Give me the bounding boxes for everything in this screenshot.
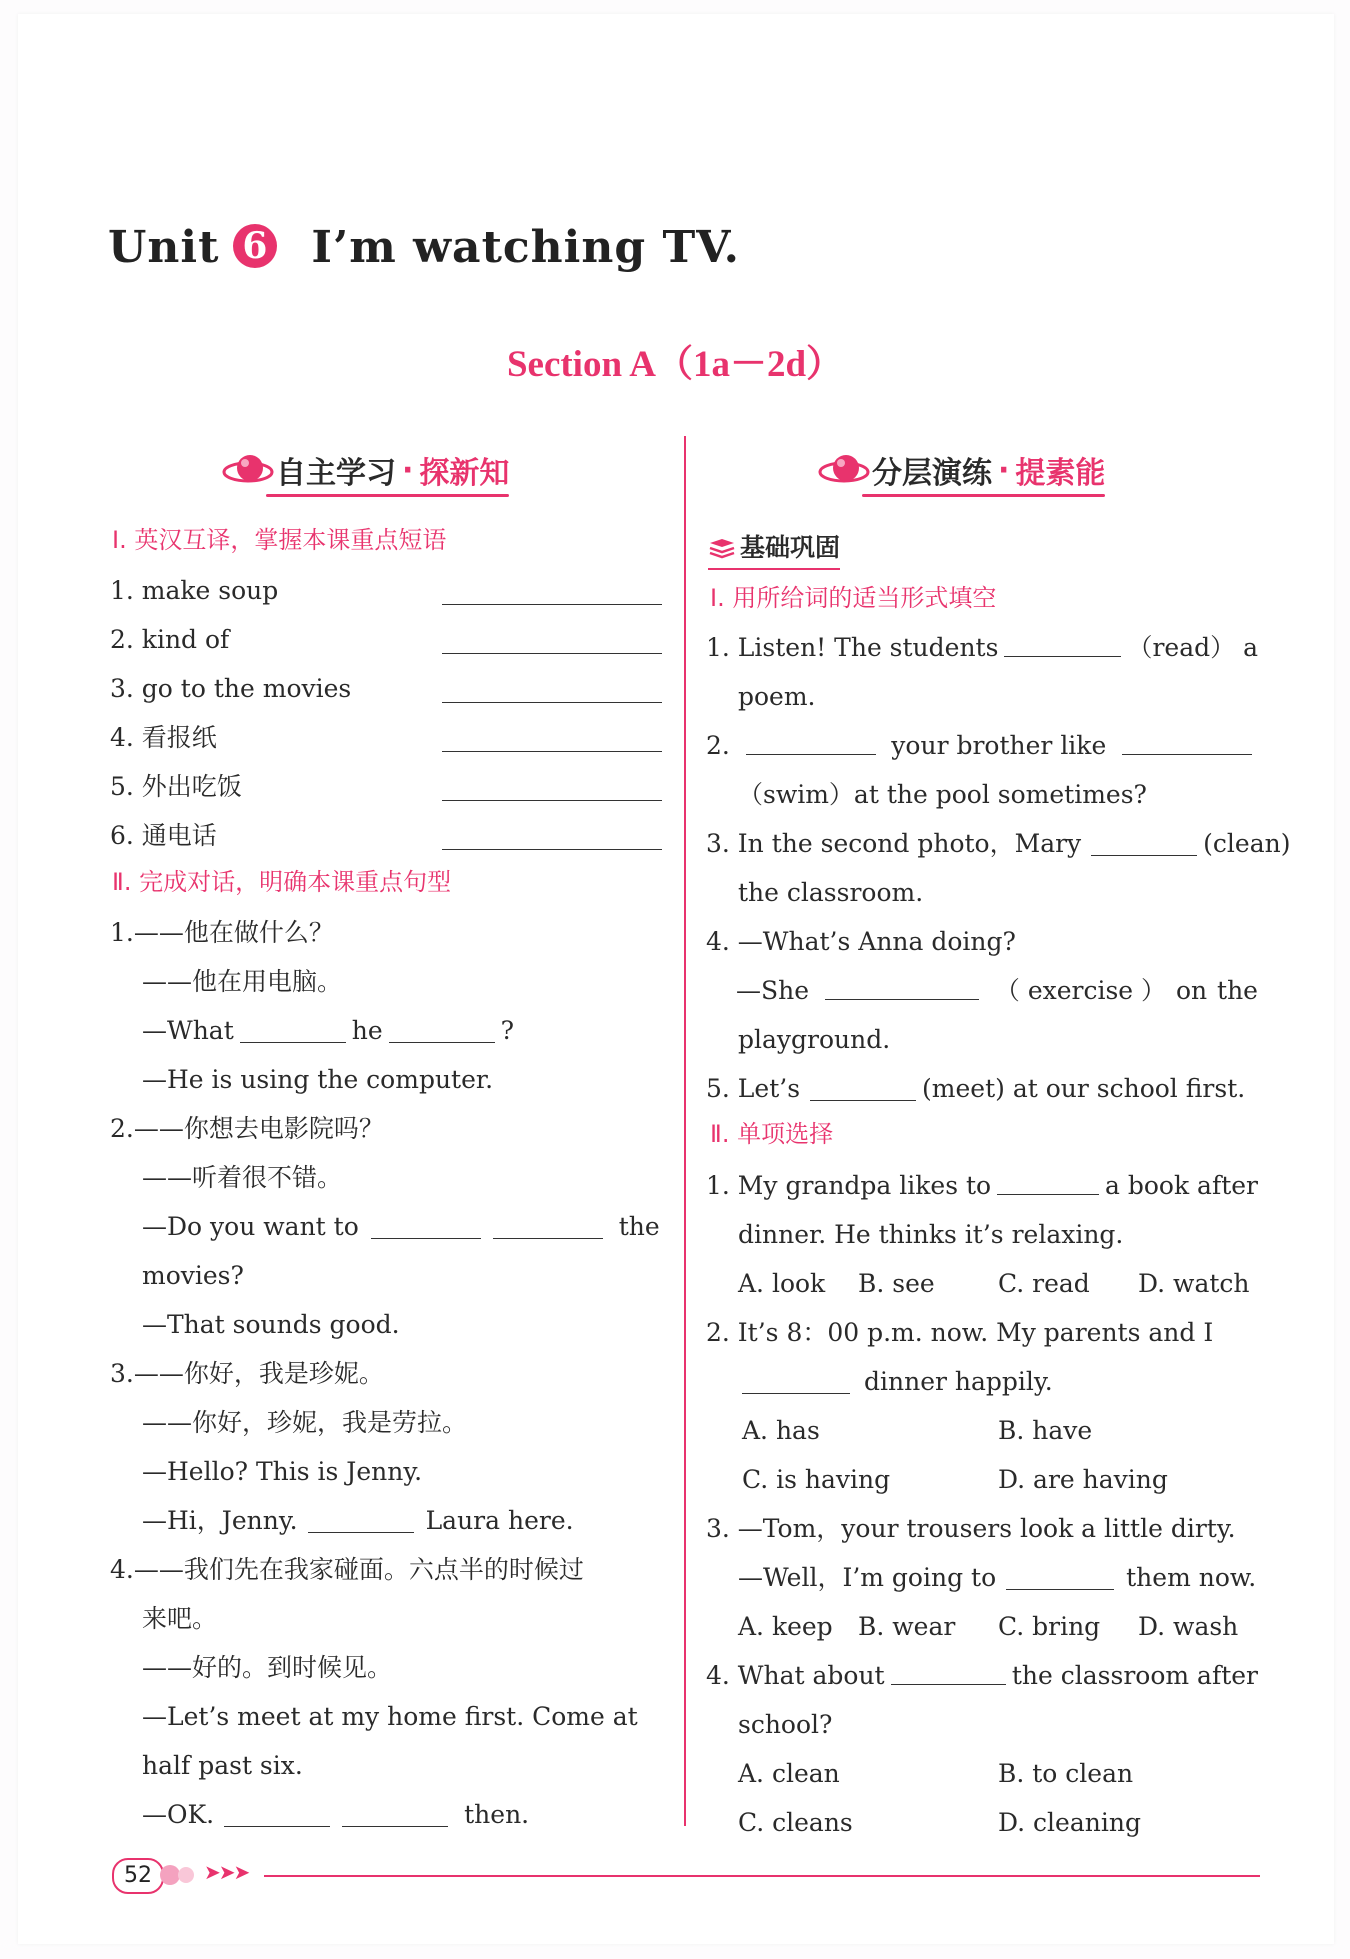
mc-q2-option-b[interactable]: B. have xyxy=(998,1416,1093,1445)
answer-blank[interactable] xyxy=(442,800,662,801)
left-header-dot: · xyxy=(402,452,414,488)
fill-blank[interactable] xyxy=(224,1802,330,1827)
dialog-q4-zh2: ——好的。到时候见。 xyxy=(142,1653,393,1682)
dialog-q2-zh1: 2.——你想去电影院吗？ xyxy=(110,1114,384,1143)
dialog-q3-zh2: ——你好，珍妮，我是劳拉。 xyxy=(142,1408,468,1437)
phrase-item: 3. go to the movies xyxy=(110,674,352,703)
dialog-q1-en2: —He is using the computer. xyxy=(142,1065,494,1094)
mc-q2-cont: dinner happily. xyxy=(738,1366,1053,1398)
fill-q4-cont: playground. xyxy=(738,1025,891,1054)
fill-blank[interactable] xyxy=(342,1802,448,1827)
book-stack-icon xyxy=(708,535,736,559)
fill-q2-cont: （swim）at the pool sometimes? xyxy=(738,780,1147,809)
mc-q3-cont: —Well，I’m going to them now. xyxy=(738,1563,1257,1592)
fill-q5: 5. Let’s (meet) at our school first. xyxy=(706,1074,1246,1103)
fill-blank[interactable] xyxy=(1091,831,1197,856)
phrase-item: 4. 看报纸 xyxy=(110,723,217,752)
fill-blank[interactable] xyxy=(1122,730,1252,755)
mc-q1-cont: dinner. He thinks it’s relaxing. xyxy=(738,1220,1124,1249)
planet-swirl-icon xyxy=(222,448,274,492)
mc-q1-option-d[interactable]: D. watch xyxy=(1138,1269,1250,1298)
dialog-q2-en2: —That sounds good. xyxy=(142,1310,400,1339)
left-part2-heading: Ⅱ. 完成对话，明确本课重点句型 xyxy=(112,868,452,896)
fill-blank[interactable] xyxy=(389,1018,495,1043)
fill-blank[interactable] xyxy=(891,1660,1006,1685)
fill-blank[interactable] xyxy=(1006,1565,1114,1590)
mc-q4-option-b[interactable]: B. to clean xyxy=(998,1759,1134,1788)
fill-blank[interactable] xyxy=(746,730,876,755)
column-divider xyxy=(684,436,686,1826)
dialog-q3-en2: —Hi，Jenny. Laura here. xyxy=(142,1506,574,1535)
footer-bubbles-icon xyxy=(160,1862,200,1888)
mc-q3-option-b[interactable]: B. wear xyxy=(858,1612,956,1641)
dialog-q2-en1-cont: movies? xyxy=(142,1261,244,1290)
mc-q3-option-a[interactable]: A. keep xyxy=(738,1612,833,1641)
dialog-q4-zh1: 4.——我们先在我家碰面。六点半的时候过 xyxy=(110,1555,584,1584)
dialog-q1-zh2: ——他在用电脑。 xyxy=(142,967,343,996)
fill-blank[interactable] xyxy=(371,1214,481,1239)
fill-q4-answer: —She （ exercise ） on the xyxy=(736,976,1258,1005)
fill-q4: 4. —What’s Anna doing? xyxy=(706,927,1016,956)
phrase-item: 6. 通电话 xyxy=(110,821,217,850)
mc-q1-option-b[interactable]: B. see xyxy=(858,1269,935,1298)
right-header-dot: · xyxy=(998,452,1010,488)
mc-q1-option-a[interactable]: A. look xyxy=(738,1269,826,1298)
basic-underline xyxy=(708,568,840,570)
mc-q3-option-c[interactable]: C. bring xyxy=(998,1612,1101,1641)
dialog-q3-en1: —Hello? This is Jenny. xyxy=(142,1457,423,1486)
mc-q1: 1. My grandpa likes to a book after xyxy=(706,1171,1258,1200)
fill-blank[interactable] xyxy=(308,1508,414,1533)
fill-blank[interactable] xyxy=(997,1170,1099,1195)
dialog-q2-zh2: ——听着很不错。 xyxy=(142,1163,343,1192)
answer-blank[interactable] xyxy=(442,604,662,605)
fill-blank[interactable] xyxy=(493,1214,603,1239)
dialog-q4-en1-cont: half past six. xyxy=(142,1751,303,1780)
mc-q2-option-d[interactable]: D. are having xyxy=(998,1465,1168,1494)
unit-number-badge: 6 xyxy=(233,224,277,268)
unit-label: Unit xyxy=(108,222,220,273)
dialog-q4-zh1-cont: 来吧。 xyxy=(142,1604,218,1633)
left-column-header xyxy=(222,445,509,495)
right-header-part1: 分层演练 xyxy=(872,456,992,491)
fill-blank[interactable] xyxy=(1004,632,1121,657)
left-header-underline xyxy=(266,494,509,497)
phrase-item: 5. 外出吃饭 xyxy=(110,772,242,801)
planet-swirl-icon xyxy=(818,448,870,492)
phrase-item: 2. kind of xyxy=(110,625,230,654)
mc-q4-cont: school? xyxy=(738,1710,833,1739)
dialog-q3-zh1: 3.——你好，我是珍妮。 xyxy=(110,1359,384,1388)
mc-q4-option-c[interactable]: C. cleans xyxy=(738,1808,853,1837)
phrase-item: 1. make soup xyxy=(110,576,279,605)
section-title: Section A（1a－2d） xyxy=(506,344,844,385)
fill-blank[interactable] xyxy=(240,1018,346,1043)
mc-q4: 4. What about the classroom after xyxy=(706,1661,1258,1690)
mc-q2-option-c[interactable]: C. is having xyxy=(742,1465,891,1494)
basic-consolidation-label: 基础巩固 xyxy=(708,528,840,564)
fill-blank[interactable] xyxy=(810,1076,916,1101)
right-column-header xyxy=(818,445,1105,495)
left-header-part1: 自主学习 xyxy=(276,456,396,491)
mc-q2-option-a[interactable]: A. has xyxy=(742,1416,820,1445)
mc-q3: 3. —Tom，your trousers look a little dirty. xyxy=(706,1514,1236,1543)
footer-rule xyxy=(264,1875,1260,1877)
answer-blank[interactable] xyxy=(442,702,662,703)
fill-blank[interactable] xyxy=(825,975,979,1000)
answer-blank[interactable] xyxy=(442,653,662,654)
left-part1-heading: Ⅰ. 英汉互译，掌握本课重点短语 xyxy=(112,526,447,554)
answer-blank[interactable] xyxy=(442,751,662,752)
mc-q4-option-a[interactable]: A. clean xyxy=(738,1759,840,1788)
dialog-q1-zh1: 1.——他在做什么？ xyxy=(110,918,334,947)
footer-arrows-icon: ➤➤➤ xyxy=(204,1860,249,1884)
fill-blank[interactable] xyxy=(742,1369,850,1394)
unit-title-text: I’m watching TV. xyxy=(311,222,740,273)
fill-q3: 3. In the second photo，Mary (clean) xyxy=(706,829,1291,858)
dialog-q2-en1: —Do you want to the xyxy=(142,1212,660,1241)
answer-blank[interactable] xyxy=(442,849,662,850)
dialog-q4-en1: —Let’s meet at my home first. Come at xyxy=(142,1702,638,1731)
left-header-part2: 探新知 xyxy=(419,456,510,491)
dialog-q4-en2: —OK. then. xyxy=(142,1800,530,1829)
right-part2-heading: Ⅱ. 单项选择 xyxy=(710,1120,834,1148)
fill-q3-cont: the classroom. xyxy=(738,878,924,907)
page-number: 52 xyxy=(112,1858,164,1894)
fill-q1: 1. Listen! The students （read） a xyxy=(706,633,1258,662)
right-part1-heading: Ⅰ. 用所给词的适当形式填空 xyxy=(710,584,997,612)
mc-q2: 2. It’s 8：00 p.m. now. My parents and I xyxy=(706,1318,1214,1347)
right-header-underline xyxy=(862,494,1105,497)
mc-q1-option-c[interactable]: C. read xyxy=(998,1269,1090,1298)
dialog-q1-en1: —What he ? xyxy=(142,1016,515,1045)
fill-q1-cont: poem. xyxy=(738,682,816,711)
mc-q4-option-d[interactable]: D. cleaning xyxy=(998,1808,1141,1837)
right-header-part2: 提素能 xyxy=(1015,456,1106,491)
fill-q2: 2. your brother like xyxy=(706,730,1258,762)
mc-q3-option-d[interactable]: D. wash xyxy=(1138,1612,1239,1641)
unit-title xyxy=(108,222,740,273)
